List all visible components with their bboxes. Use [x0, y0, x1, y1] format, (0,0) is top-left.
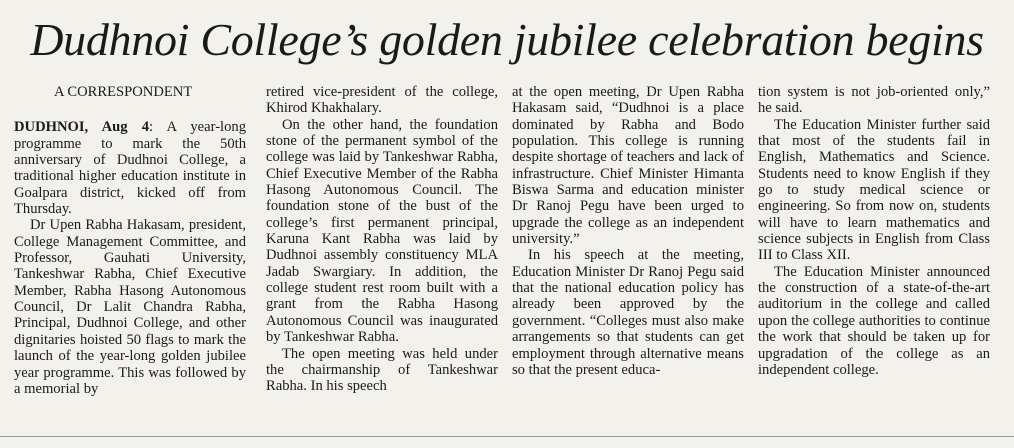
article-paragraph: tion system is not job-oriented only,” he said.: [758, 84, 990, 117]
article-body: [14, 84, 1004, 424]
article-paragraph: The Education Minister announced the construction of a state-of-the-art auditorium in the college and called upon the college authorities to continue the work that should be taken up for upgradation of the college as an independent college.: [758, 263, 990, 378]
article-paragraph: On the other hand, the foundation stone of the permanent symbol of the college was laid by Tankeshwar Rabha, Chief Executive Member of the Rabha Hasong Autonomous Council. The foundation stone of the bust of the college’s first permanent principal, Karuna Kant Rabha was laid by Dudhnoi assembly constituency MLA Jadab Swargiary. In addition, the college student rest room built with a grant from the Rabha Hasong Autonomous Council was inaugurated by Tankeshwar Rabha.: [266, 116, 498, 346]
article-paragraph: The open meeting was held under the chairmanship of Tankeshwar Rabha. In his speech: [266, 345, 498, 395]
lead-text: : A year-long programme to mark the 50th anniversary of Dudhnoi College, a traditional higher education institute in Goalpara district, kicked off from Thursday.: [14, 119, 246, 218]
bottom-rule: [0, 436, 1014, 437]
dateline: DUDHNOI, Aug 4: [14, 119, 150, 136]
byline: A CORRESPONDENT: [54, 84, 193, 100]
article-paragraph: The Education Minister further said that most of the students fail in English, Mathematics and Science. Students need to know English if they go to study medical science or engineering. So from now on, students will have to learn mathematics and science subjects in English from Class III to Class XII.: [758, 116, 990, 264]
article-column-3: [512, 84, 744, 424]
article-paragraph: at the open meeting, Dr Upen Rabha Hakasam said, “Dudhnoi is a place dominated by Rabha and Bodo population. This college is running despite shortage of teachers and lack of infrastructure. Chief Minister Himanta Biswa Sarma and education minister Dr Ranoj Pegu have been urged to upgrade the college as an independent university.”: [512, 84, 744, 248]
article-column-1: [14, 84, 246, 424]
article-column-4: [758, 84, 990, 424]
article-column-2: [266, 84, 498, 424]
headline: Dudhnoi College’s golden jubilee celebration begins: [30, 14, 984, 65]
article-paragraph: [14, 119, 246, 217]
article-paragraph: In his speech at the meeting, Education Minister Dr Ranoj Pegu said that the national education policy has already been approved by the government. “Colleges must also make arrangements so that students can get employment through alternative means so that the present educa-: [512, 247, 744, 378]
article-paragraph: retired vice-president of the college, Khirod Khakhalary.: [266, 84, 498, 117]
article-paragraph: Dr Upen Rabha Hakasam, president, College Management Committee, and Professor, Gauhati University, Tankeshwar Rabha, Chief Executive Member, Rabha Hasong Autonomous Council, Dr Lalit Chandra Rabha, Principal, Dudhnoi College, and other dignitaries hoisted 50 flags to mark the launch of the year-long golden jubilee year programme. This was followed by a memorial by: [14, 217, 246, 397]
